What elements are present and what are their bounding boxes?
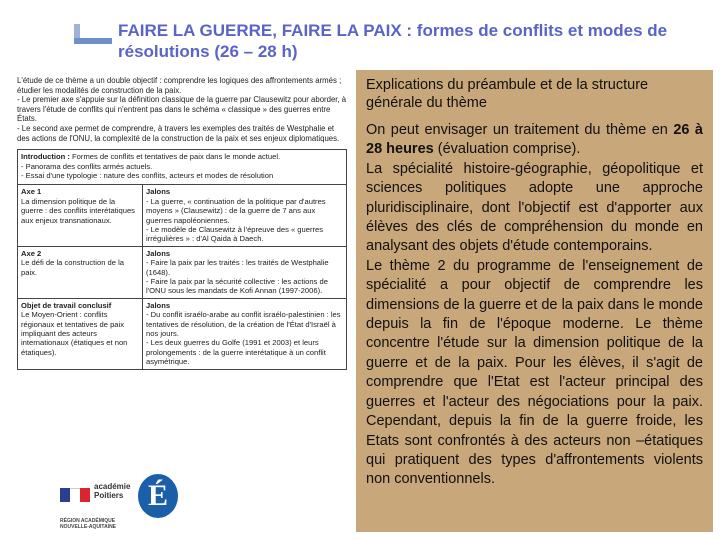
axis-heading: Axe 1: [21, 187, 42, 197]
paragraph: Le thème 2 du programme de l'enseignement de spécialité a pour objectif de comprendre les dimensions de la guerre et de la paix dans le monde depuis la fin de l'époque moderne. Le thème concentre l'étude sur la dimension politique de la guerre et de la paix. Pour les élèves, il s'agit de comprendre que l'Etat est l'acteur principal des guerres et l'acteur des négociations pour la paix. Cependant, depuis la fin de la guerre froide, les Etats sont confrontés à des acteurs non –étatiques qui pratiquent des types d'affrontements violents non conventionnels.: [366, 257, 703, 488]
academie-label: académie: [94, 482, 131, 491]
axis-cell: [18, 298, 143, 369]
list-item: - Essai d'une typologie : nature des conflits, acteurs et modes de résolution: [21, 171, 343, 180]
intro-bullet: - Le premier axe s'appuie sur la définition classique de la guerre par Clausewitz pour aborder, à travers l'étude de conflits qui n'entrent pas dans le schéma « classique » des guerres entre États.: [17, 95, 347, 124]
axis-heading: Axe 2: [21, 248, 42, 258]
institution-logos: [60, 474, 180, 534]
paragraph: La spécialité histoire-géographie, géopolitique et sciences politiques adopte une approche pluridisciplinaire, dont l'objectif est d'apporter aux élèves des clés de compréhension du monde en analysant des objets d'étude contemporains.: [366, 160, 703, 255]
jalons-cell: [143, 298, 347, 369]
jalons-heading: Jalons: [146, 248, 171, 258]
list-item: - Les deux guerres du Golfe (1991 et 2003) et leurs prolongements : de la guerre interétatique à un conflit asymétrique.: [146, 338, 343, 366]
table-row: [18, 246, 347, 298]
intro-items: [21, 162, 343, 181]
document-intro: [17, 76, 347, 143]
region-line: RÉGION ACADÉMIQUE: [60, 518, 116, 524]
corner-bracket-icon: [74, 10, 112, 44]
intro-bullet: - Le second axe permet de comprendre, à travers les exemples des traités de Westphalie et des actions de l'ONU, la complexité de la construction de la paix et ses enjeux diplomatiques.: [17, 124, 347, 143]
region-label: [60, 518, 140, 530]
table-row: [18, 150, 347, 185]
panel-title: Explications du préambule et de la structure générale du thème: [366, 77, 649, 111]
program-document: [17, 76, 347, 370]
paragraph: [366, 121, 703, 160]
list-item: - Du conflit israélo-arabe au conflit israélo-palestinien : les tentatives de résolution, de la création de l'État d'Israël à nos jours.: [146, 310, 343, 338]
axis-cell: [18, 246, 143, 298]
axis-heading: Objet de travail conclusif: [21, 300, 112, 310]
axis-cell: [18, 185, 143, 246]
intro-bullets: [17, 95, 347, 143]
academie-logo-text: [94, 482, 139, 500]
intro-text: L'étude de ce thème a un double objectif : comprendre les logiques des affrontements armés ; étudier les modalités de construction de la paix.: [17, 76, 342, 95]
list-item: - Faire la paix par la sécurité collective : les actions de l'ONU sous les mandats de Kofi Annan (1997-2006).: [146, 277, 343, 296]
list-item: - Faire la paix par les traités : les traités de Westphalie (1648).: [146, 258, 343, 277]
jalons-heading: Jalons: [146, 187, 171, 197]
republique-francaise-logo: [60, 488, 90, 508]
jalons-list: [146, 197, 343, 244]
slide-title: FAIRE LA GUERRE, FAIRE LA PAIX : formes de conflits et modes de résolutions (26 – 28 h): [118, 21, 668, 61]
explanation-panel: [356, 70, 713, 532]
academie-emblem-icon: É: [138, 474, 178, 518]
axis-text: Le Moyen-Orient : conflits régionaux et tentatives de paix impliquant des acteurs internationaux (étatiques et non étatiques).: [21, 310, 128, 357]
axis-text: La dimension politique de la guerre : des conflits interétatiques aux enjeux transnationaux.: [21, 196, 135, 225]
jalons-heading: Jalons: [146, 300, 171, 310]
program-table: [17, 149, 347, 370]
list-item: - Le modèle de Clausewitz à l'épreuve des « guerres irrégulières » : d'Al Qaida à Daech.: [146, 225, 343, 244]
intro-description: Formes de conflits et tentatives de paix dans le monde actuel.: [69, 152, 281, 162]
intro-cell: [18, 150, 347, 185]
jalons-list: [146, 310, 343, 366]
jalons-cell: [143, 185, 347, 246]
jalons-cell: [143, 246, 347, 298]
region-line: NOUVELLE-AQUITAINE: [60, 524, 117, 530]
table-row: [18, 185, 347, 246]
duration-highlight: 26 à 28 heures: [366, 122, 703, 158]
table-row: [18, 298, 347, 369]
axis-text: Le défi de la construction de la paix.: [21, 258, 125, 277]
jalons-list: [146, 258, 343, 296]
intro-heading: Introduction :: [21, 152, 70, 162]
list-item: - La guerre, « continuation de la politique par d'autres moyens » (Clausewitz) : de la guerre de 7 ans aux guerres napoléoniennes.: [146, 197, 343, 225]
list-item: - Panorama des conflits armés actuels.: [21, 162, 343, 171]
text-run: (évaluation comprise).: [433, 141, 581, 158]
academie-city: Poitiers: [94, 491, 124, 500]
panel-body: [366, 121, 703, 490]
text-run: On peut envisager un traitement du thème en: [366, 122, 674, 138]
